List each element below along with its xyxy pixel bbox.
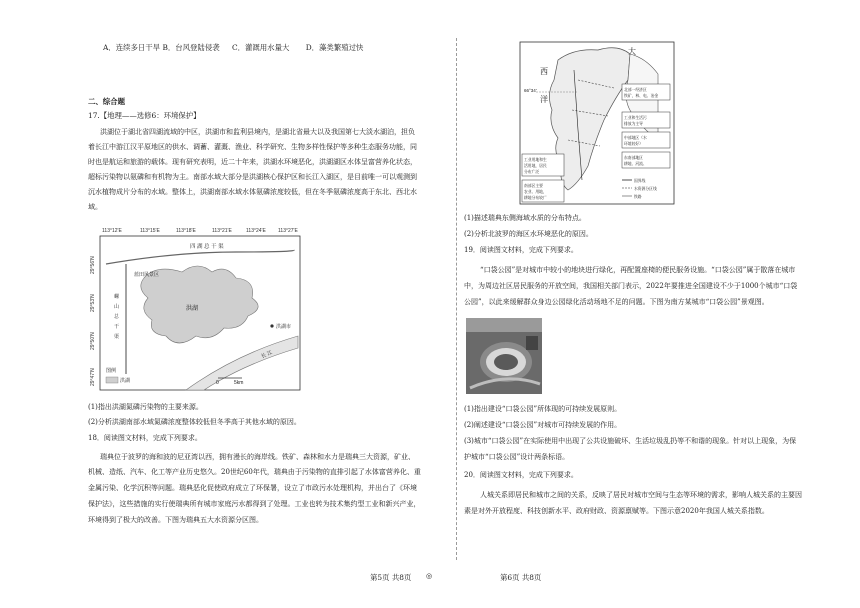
q17-header: 17.【地理——选修6：环境保护】 bbox=[88, 111, 201, 120]
box5-line: 分布广泛 bbox=[524, 170, 540, 174]
lat-tick-label: 29°50'N bbox=[90, 332, 96, 350]
footer-mark: ◎ bbox=[426, 572, 433, 580]
page-footer-left: 第5页 共8页 bbox=[370, 573, 412, 582]
scenic-area-label: 蓝田风景区 bbox=[134, 272, 160, 278]
box6-line: 南部区主要 bbox=[524, 184, 543, 188]
lon-tick-label: 113°12'E bbox=[102, 228, 122, 234]
q18-passage-line: 金属污染、化学沉积等问题。瑞典恶化促使政府成立了环保署，设立了市政污水处理机构，并出台了《环境 bbox=[88, 484, 417, 492]
legend-item: 洪湖 bbox=[120, 378, 131, 384]
legend-swatch bbox=[106, 377, 118, 383]
q17-passage-line: 洪湖位于湖北省四湖流域的中区，洪湖市和监利县境内，是湖北省最大以及我国第七大淡水湖泊，担负 bbox=[100, 128, 415, 136]
q17-question: (1)指出洪湖氮磷污染物的主要来源。 bbox=[88, 403, 203, 411]
lat-tick-label: 29°56'N bbox=[90, 256, 96, 274]
city-dot bbox=[270, 324, 273, 327]
q17-passage-line: 域。 bbox=[88, 203, 102, 211]
latitude-label: 66°34' bbox=[524, 88, 537, 93]
q18-question: (2)分析北波罗的海区水环境恶化的原因。 bbox=[464, 230, 593, 238]
q19-question: 护城市“口袋公园”设计两条标语。 bbox=[464, 453, 570, 461]
section-title: 二、综合题 bbox=[88, 97, 125, 106]
box2-line: 排放为主导 bbox=[624, 122, 643, 126]
q18-intro: 18．阅读图文材料，完成下列要求。 bbox=[88, 434, 202, 442]
map-legend-item: 水资源分区线 bbox=[634, 187, 657, 191]
box3-line: 中部地区（水 bbox=[624, 136, 647, 140]
lon-tick-label: 113°21'E bbox=[212, 228, 232, 234]
west-canal-label: 总 bbox=[114, 314, 120, 320]
box4-line: 耕地、河流、 bbox=[624, 162, 647, 166]
lake-label: 洪湖 bbox=[186, 306, 199, 312]
box5-line: 活用地，居民 bbox=[524, 164, 547, 168]
option-b: B．台风登陆侵袭 bbox=[162, 43, 220, 52]
scale-label: 5km bbox=[234, 380, 244, 386]
q19-passage-line: 公园”，以此来缓解群众身边公园绿化活动场地不足的问题。下图为南方某城市“口袋公园”景观图。 bbox=[464, 298, 769, 306]
q19-intro: 19．阅读图文材料，完成下列要求。 bbox=[464, 246, 578, 254]
q18-passage-line: 机械、造纸、汽车、化工等产业历史悠久。20世纪60年代，瑞典由于污染物的直排引起了水体富营养化、重 bbox=[88, 468, 421, 476]
box5-line: 工业用地和生 bbox=[524, 158, 547, 162]
q18-passage-line: 瑞典位于波罗的海和波的尼亚湾以西，拥有漫长的海岸线。铁矿、森林和水力是瑞典三大资源，矿业、 bbox=[100, 453, 415, 461]
q16-options bbox=[103, 43, 363, 53]
lat-tick-label: 29°53'N bbox=[90, 294, 96, 312]
map-legend-item: 国界线 bbox=[634, 179, 646, 183]
lat-tick-label: 29°47'N bbox=[90, 368, 96, 386]
west-canal-label: 干 bbox=[114, 324, 120, 330]
river-label: 长 江 bbox=[260, 349, 274, 360]
box1-line: 北部一经济区 bbox=[624, 88, 647, 92]
label-xi: 西 bbox=[540, 67, 548, 76]
map-legend-item: 铁路 bbox=[634, 195, 642, 199]
lon-tick-label: 113°15'E bbox=[140, 228, 160, 234]
box2-line: 工业和生活污 bbox=[624, 116, 647, 120]
option-a: A．连续多日干旱 bbox=[103, 43, 161, 52]
q20-passage-line: 素是对外开放程度、科技创新水平、政府财政、资源禀赋等。下图示意2020年我国人城关系指数。 bbox=[464, 507, 769, 515]
q19-passage-line: “口袋公园”是对城市中较小的地块进行绿化，再配置座椅的便民服务设施。“口袋公园”属于散落在城市 bbox=[480, 266, 796, 274]
q20-intro: 20．阅读图文材料，完成下列要求。 bbox=[464, 471, 578, 479]
city-label: 洪湖市 bbox=[276, 324, 292, 330]
q17-passage-line: 着长江中游江汉平原地区的供水、调蓄、灌溉、渔业、科学研究、生物多样性保护等多种生态服务功能，同 bbox=[88, 143, 417, 151]
q18-question: (1)描述瑞典东侧海域水质的分布特点。 bbox=[464, 214, 586, 222]
pocket-park-photo bbox=[466, 318, 542, 394]
q18-passage-line: 保护法》，这些措施的实行使瑞典所有城市家庭污水都得到了处理。工业也转为技术集约型工业和新兴产业， bbox=[88, 500, 421, 508]
q19-passage-line: 中，为周边社区居民服务的开放空间，我国相关部门表示，2022年要推进全国建设不少于1000个城市“口袋 bbox=[464, 282, 798, 290]
lon-tick-label: 113°18'E bbox=[176, 228, 196, 234]
q17-passage-line: 超标污染物以氨磷和有机物为主。南部水域大部分是洪湖核心保护区和长江入湖区，是目前唯一可以观测到 bbox=[88, 173, 417, 181]
west-canal-label: 山 bbox=[114, 304, 120, 310]
q19-question: (1)指出建设“口袋公园”所体现的可持续发展原则。 bbox=[464, 405, 622, 413]
page-footer-right: 第6页 共8页 bbox=[500, 573, 542, 582]
sweden-water-map bbox=[518, 40, 676, 206]
box4-line: 东南部地区 bbox=[624, 156, 643, 160]
scale-zero: 0 bbox=[216, 380, 219, 386]
label-yang: 洋 bbox=[540, 95, 548, 104]
q17-question: (2)分析洪湖南部水域氮磷浓度整体较低但冬季高于其他水域的原因。 bbox=[88, 418, 301, 426]
box3-line: 环境较好） bbox=[624, 142, 643, 146]
west-canal-label: 渠 bbox=[114, 334, 120, 340]
q18-passage-line: 环境得到了极大的改善。下图为瑞典五大水资源分区图。 bbox=[88, 516, 263, 524]
q17-passage-line: 时也是航运和旅游的载体。现有研究表明，近二十年来，洪湖水环境恶化，洪湖湖区水体呈富营养化状态， bbox=[88, 158, 417, 166]
west-canal-label: 螺 bbox=[114, 294, 120, 300]
box6-line: 耕地分布较广 bbox=[524, 196, 547, 200]
q19-question: (3)城市“口袋公园”在实际使用中出现了公共设施破坏、生活垃圾乱扔等不和谐的现象。针对以上现象，为保 bbox=[464, 437, 797, 445]
honghu-map bbox=[86, 224, 306, 396]
label-da: 大 bbox=[628, 47, 636, 56]
q17-passage-line: 沉水植物成片分布的水域。整体上，洪湖南部水域水体氨磷浓度较低，但在冬季氨磷浓度高于东北、西北水 bbox=[88, 188, 417, 196]
legend-title: 图例 bbox=[106, 368, 117, 374]
north-canal-label: 四 湖 总 干 渠 bbox=[190, 244, 224, 250]
option-c: C．灌溉用水量大 bbox=[231, 43, 290, 52]
option-d: D．藻类繁殖过快 bbox=[305, 43, 364, 52]
lon-tick-label: 113°27'E bbox=[278, 228, 298, 234]
box6-line: 农业、用地， bbox=[524, 190, 547, 194]
q19-question: (2)阐述建设“口袋公园”对城市可持续发展的作用。 bbox=[464, 421, 622, 429]
box1-line: 铁矿，林、电、冶金 bbox=[624, 94, 659, 98]
lon-tick-label: 113°24'E bbox=[246, 228, 266, 234]
q20-passage-line: 人城关系即居民和城市之间的关系，反映了居民对城市空间与生态等环境的需求，影响人城关系的主要因 bbox=[480, 491, 802, 499]
right-page bbox=[440, 0, 860, 608]
